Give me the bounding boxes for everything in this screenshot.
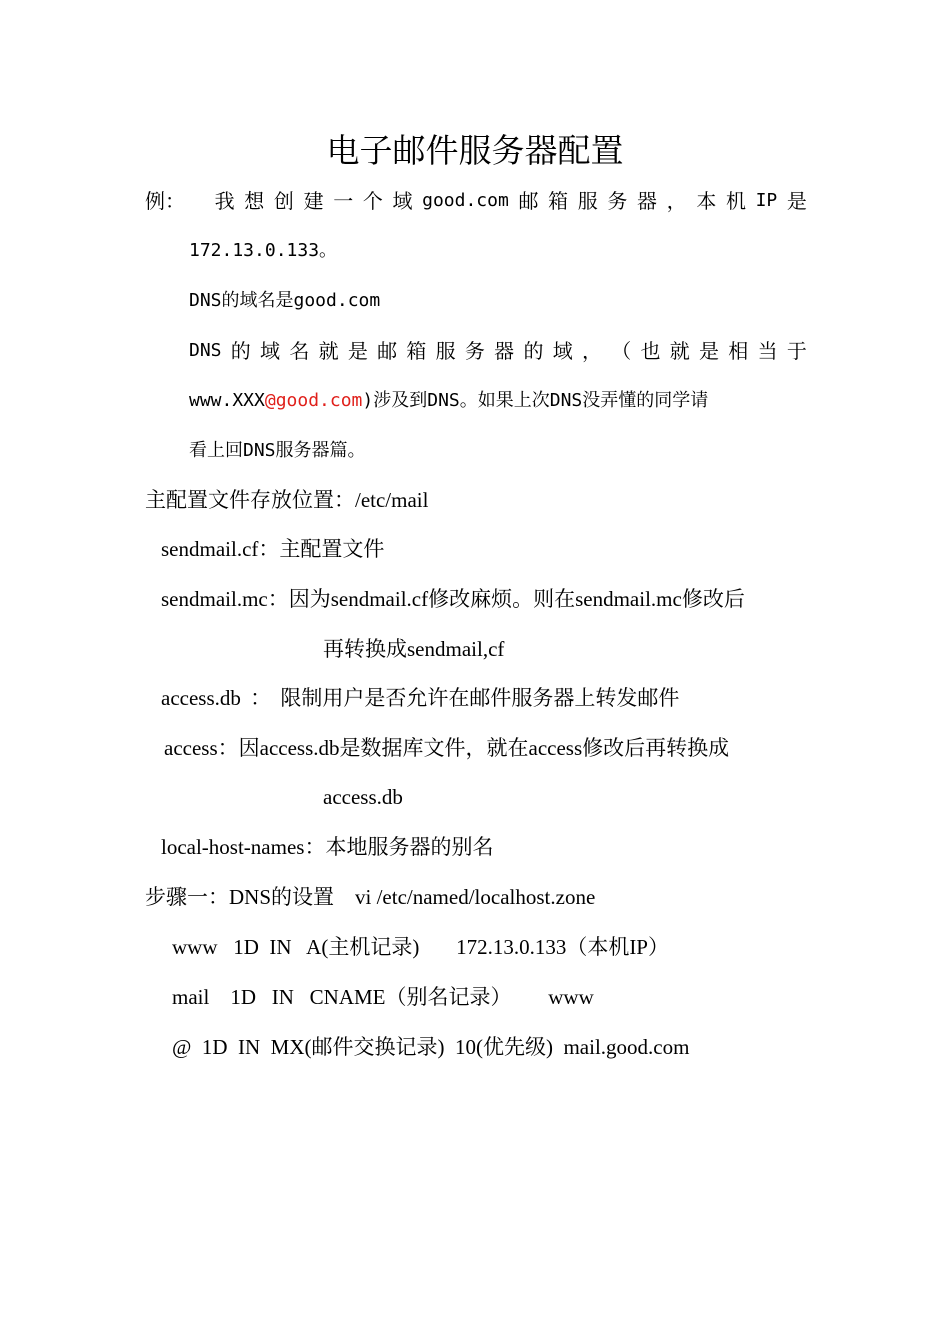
file-sendmail-cf: sendmail.cf：主配置文件 [161, 537, 385, 561]
example-line-1-token: 机 [725, 189, 746, 213]
file-sendmail-mc-cont: 再转换成sendmail,cf [323, 637, 505, 661]
example-line-1-token: 域 [392, 189, 413, 213]
email-domain-link[interactable]: @good.com [264, 390, 363, 411]
domain-prefix: www.XXX [189, 390, 265, 411]
example-line-2: 172.13.0.133。 [189, 240, 338, 261]
example-line-3: DNS的域名是good.com [189, 290, 381, 311]
example-line-1-token: 箱 [548, 189, 569, 213]
example-line-1-token: 服 [577, 189, 598, 213]
example-line-1-token: ， [666, 189, 687, 213]
example-line-4-token: 名 [289, 339, 310, 363]
example-line-4-token: 的 [230, 339, 251, 363]
example-line-4-token: 的 [523, 339, 544, 363]
file-access-db: access.db ： 限制用户是否允许在邮件服务器上转发邮件 [161, 686, 680, 710]
example-line-5 [189, 386, 807, 416]
example-line-1-token: 器 [637, 189, 658, 213]
example-line-4-token: 就 [669, 339, 690, 363]
example-line-4-token: ， [581, 339, 602, 363]
step1-heading: 步骤一：DNS的设置 vi /etc/named/localhost.zone [145, 885, 596, 909]
example-line-4-token: 相 [728, 339, 749, 363]
dns-record-mx: @ 1D IN MX(邮件交换记录) 10(优先级) mail.good.com [172, 1035, 690, 1059]
example-line-1-token: 是 [786, 189, 807, 213]
example-line-4-token: 就 [318, 339, 339, 363]
example-line-4-token: 务 [464, 339, 485, 363]
example-line-4-token: 服 [435, 339, 456, 363]
example-line-1-token: 邮 [518, 189, 539, 213]
example-line-1-token: 想 [244, 189, 265, 213]
example-line-1-token: 我 [214, 189, 235, 213]
example-line-1-token: good.com [422, 190, 509, 211]
example-line-1-token: 建 [303, 189, 324, 213]
example-line-4-token: 器 [494, 339, 515, 363]
example-line-4-token: （ [611, 339, 632, 363]
example-line-4-token: 于 [786, 339, 807, 363]
example-line-4-token: 域 [260, 339, 281, 363]
dns-record-mail: mail 1D IN CNAME（别名记录） www [172, 985, 594, 1009]
document-title: 电子邮件服务器配置 [326, 131, 624, 170]
dns-record-www: www 1D IN A(主机记录) 172.13.0.133（本机IP） [172, 935, 669, 959]
example-line-4-token: 也 [640, 339, 661, 363]
example-line-4-token: 箱 [406, 339, 427, 363]
example-line-4-token: 邮 [377, 339, 398, 363]
file-sendmail-mc: sendmail.mc：因为sendmail.cf修改麻烦。则在sendmail.mc修改后 [161, 587, 745, 611]
example-line-4-token: 是 [699, 339, 720, 363]
example-line-4-token: DNS [189, 340, 222, 361]
example-line-5-suffix: )涉及到DNS。如果上次DNS没弄懂的同学请 [362, 390, 709, 411]
example-line-1-token: 本 [696, 189, 717, 213]
example-line-1-token: 创 [273, 189, 294, 213]
example-line-4-token: 是 [347, 339, 368, 363]
example-line-4-token: 当 [757, 339, 778, 363]
file-access: access：因access.db是数据库文件，就在access修改后再转换成 [164, 736, 730, 760]
file-access-cont: access.db [323, 785, 403, 809]
example-line-4 [189, 336, 807, 366]
example-line-1 [145, 186, 807, 216]
example-line-1-token: 个 [362, 189, 383, 213]
example-line-1-token: 务 [607, 189, 628, 213]
example-line-4-token: 域 [552, 339, 573, 363]
file-local-host-names: local-host-names：本地服务器的别名 [161, 835, 494, 859]
example-line-1-token: IP [755, 190, 778, 211]
example-line-5-text [189, 386, 708, 416]
example-label: 例： [145, 189, 185, 213]
example-line-6: 看上回DNS服务器篇。 [189, 440, 366, 461]
example-line-1-token: 一 [333, 189, 354, 213]
config-location: 主配置文件存放位置：/etc/mail [145, 488, 429, 512]
